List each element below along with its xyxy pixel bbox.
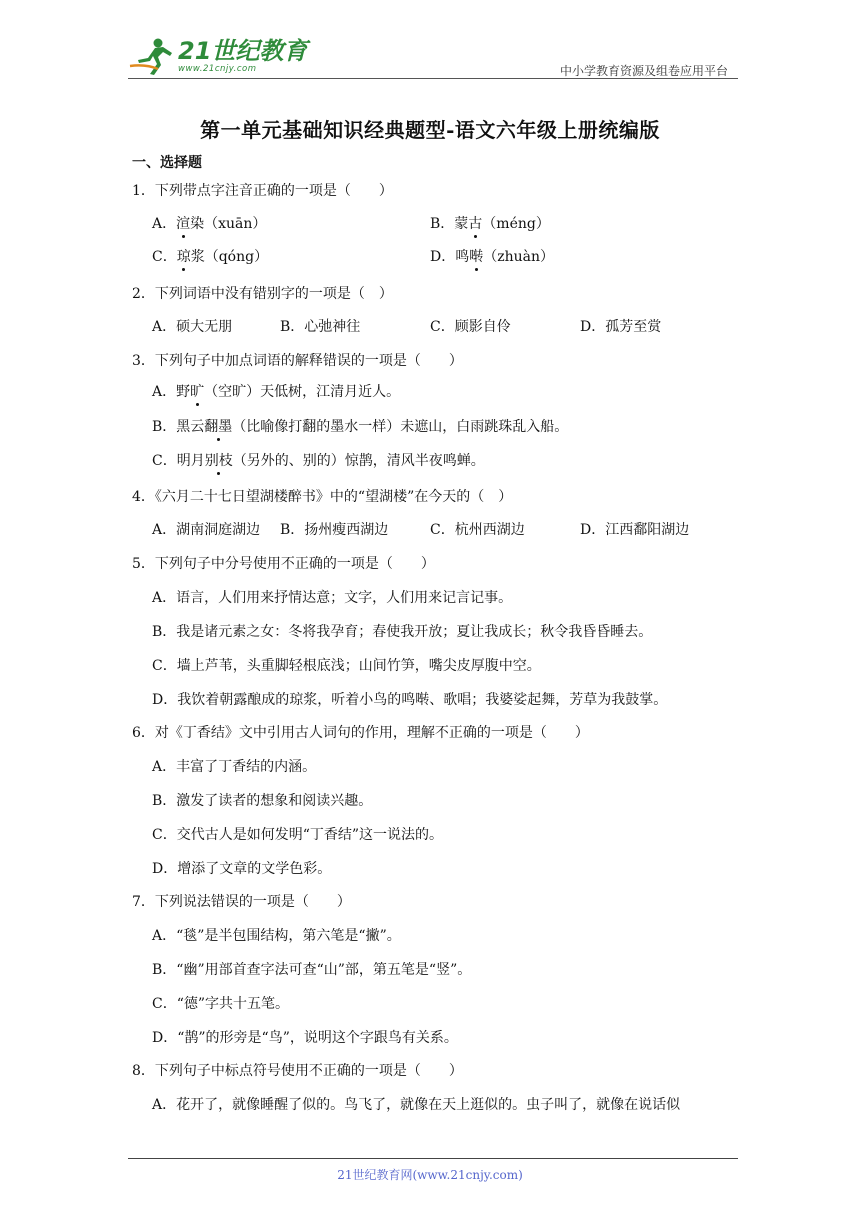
question-6-stem: 6．对《丁香结》文中引用古人词句的作用，理解不正确的一项是（ ） [132,725,589,741]
option-rest: （空旷）天低树，江清月近人。 [204,384,401,400]
dotted-char: 别枝 [205,450,233,470]
question-3-option-a[interactable] [152,381,400,401]
question-6-option-b[interactable]: B．激发了读者的想象和阅读兴趣。 [152,793,373,809]
question-3-option-b[interactable] [152,416,568,436]
option-prefix: D．鸣 [430,249,470,265]
runner-logo-icon [128,36,178,76]
dotted-char: 翻墨 [204,416,232,436]
question-8-option-a[interactable]: A．花开了，就像睡醒了似的。鸟飞了，就像在天上逛似的。虫子叫了，就像在说话似 [152,1097,681,1113]
option-prefix: A．野 [152,384,191,400]
question-7-option-a[interactable]: A．“毯”是半包围结构，第六笔是“撇”。 [152,928,401,944]
question-1-stem: 1．下列带点字注音正确的一项是（ ） [132,183,393,199]
question-2-option-c[interactable]: C．顾影自伶 [430,319,511,335]
footer-divider [128,1158,738,1159]
option-rest: 染（xuān） [190,216,267,232]
question-1-option-d[interactable] [430,246,554,266]
question-1-option-c[interactable] [152,246,268,266]
option-prefix: C．明月 [152,453,205,469]
question-6-option-d[interactable]: D．增添了文章的文学色彩。 [152,861,332,877]
question-3-option-c[interactable] [152,450,485,470]
question-2-stem: 2．下列词语中没有错别字的一项是（ ） [132,286,393,302]
option-rest: （zhuàn） [483,249,555,265]
question-4-option-a[interactable]: A．湖南洞庭湖边 [152,522,261,538]
option-prefix: A． [152,216,177,232]
footer-text[interactable]: 21世纪教育网(www.21cnjy.com) [337,1168,523,1182]
question-5-option-c[interactable]: C．墙上芦苇，头重脚轻根底浅；山间竹笋，嘴尖皮厚腹中空。 [152,658,541,674]
question-4-option-d[interactable]: D．江西鄱阳湖边 [580,522,690,538]
option-prefix: B．蒙 [430,216,469,232]
question-4-stem: 4．《六月二十七日望湖楼醉书》中的“望湖楼”在今天的（ ） [132,489,513,505]
question-7-option-b[interactable]: B．“幽”用部首查字法可查“山”部，第五笔是“竖”。 [152,962,472,978]
option-prefix: C． [152,249,177,265]
logo-text: 21世纪教育 [178,36,308,65]
site-logo[interactable] [128,34,307,78]
platform-name: 中小学教育资源及组卷应用平台 [559,64,728,78]
question-1-option-a[interactable] [152,213,266,233]
dotted-char: 古 [468,213,482,233]
question-1-option-b[interactable] [430,213,550,233]
dotted-char: 渲 [176,213,190,233]
question-2-option-a[interactable]: A．硕大无朋 [152,319,233,335]
question-7-option-c[interactable]: C．“德”字共十五笔。 [152,996,290,1012]
question-4-option-c[interactable]: C．杭州西湖边 [430,522,525,538]
question-5-option-d[interactable]: D．我饮着朝露酿成的琼浆，听着小鸟的鸣啭、歌唱；我婆娑起舞，芳草为我鼓掌。 [152,692,668,708]
dotted-char: 琼 [177,246,191,266]
question-5-option-b[interactable]: B．我是诸元素之女：冬将我孕育；春使我开放；夏让我成长；秋令我昏昏睡去。 [152,624,653,640]
page-header [128,30,738,78]
header-divider [128,78,738,79]
question-8-stem: 8．下列句子中标点符号使用不正确的一项是（ ） [132,1063,463,1079]
option-rest: （méng） [482,216,550,232]
question-6-option-c[interactable]: C．交代古人是如何发明“丁香结”这一说法的。 [152,827,444,843]
question-2-option-d[interactable]: D．孤芳至赏 [580,319,662,335]
question-2-option-b[interactable]: B．心弛神往 [280,319,361,335]
option-rest: （另外的、别的）惊鹊，清风半夜鸣蝉。 [232,453,485,469]
question-7-stem: 7．下列说法错误的一项是（ ） [132,894,351,910]
page-title: 第一单元基础知识经典题型-语文六年级上册统编版 [200,118,660,142]
question-7-option-d[interactable]: D．“鹊”的形旁是“鸟”，说明这个字跟鸟有关系。 [152,1030,458,1046]
dotted-char: 旷 [190,381,204,401]
question-3-stem: 3．下列句子中加点词语的解释错误的一项是（ ） [132,353,463,369]
question-5-stem: 5．下列句子中分号使用不正确的一项是（ ） [132,556,435,572]
section-heading: 一、选择题 [132,155,202,171]
option-prefix: B．黑云 [152,419,205,435]
logo-url: www.21cnjy.com [178,63,257,74]
option-rest: （比喻像打翻的墨水一样）未遮山，白雨跳珠乱入船。 [232,419,569,435]
question-6-option-a[interactable]: A．丰富了丁香结的内涵。 [152,759,317,775]
question-4-option-b[interactable]: B．扬州瘦西湖边 [280,522,389,538]
option-rest: 浆（qóng） [190,249,269,265]
question-5-option-a[interactable]: A．语言，人们用来抒情达意；文字，人们用来记言记事。 [152,590,513,606]
dotted-char: 啭 [469,246,483,266]
